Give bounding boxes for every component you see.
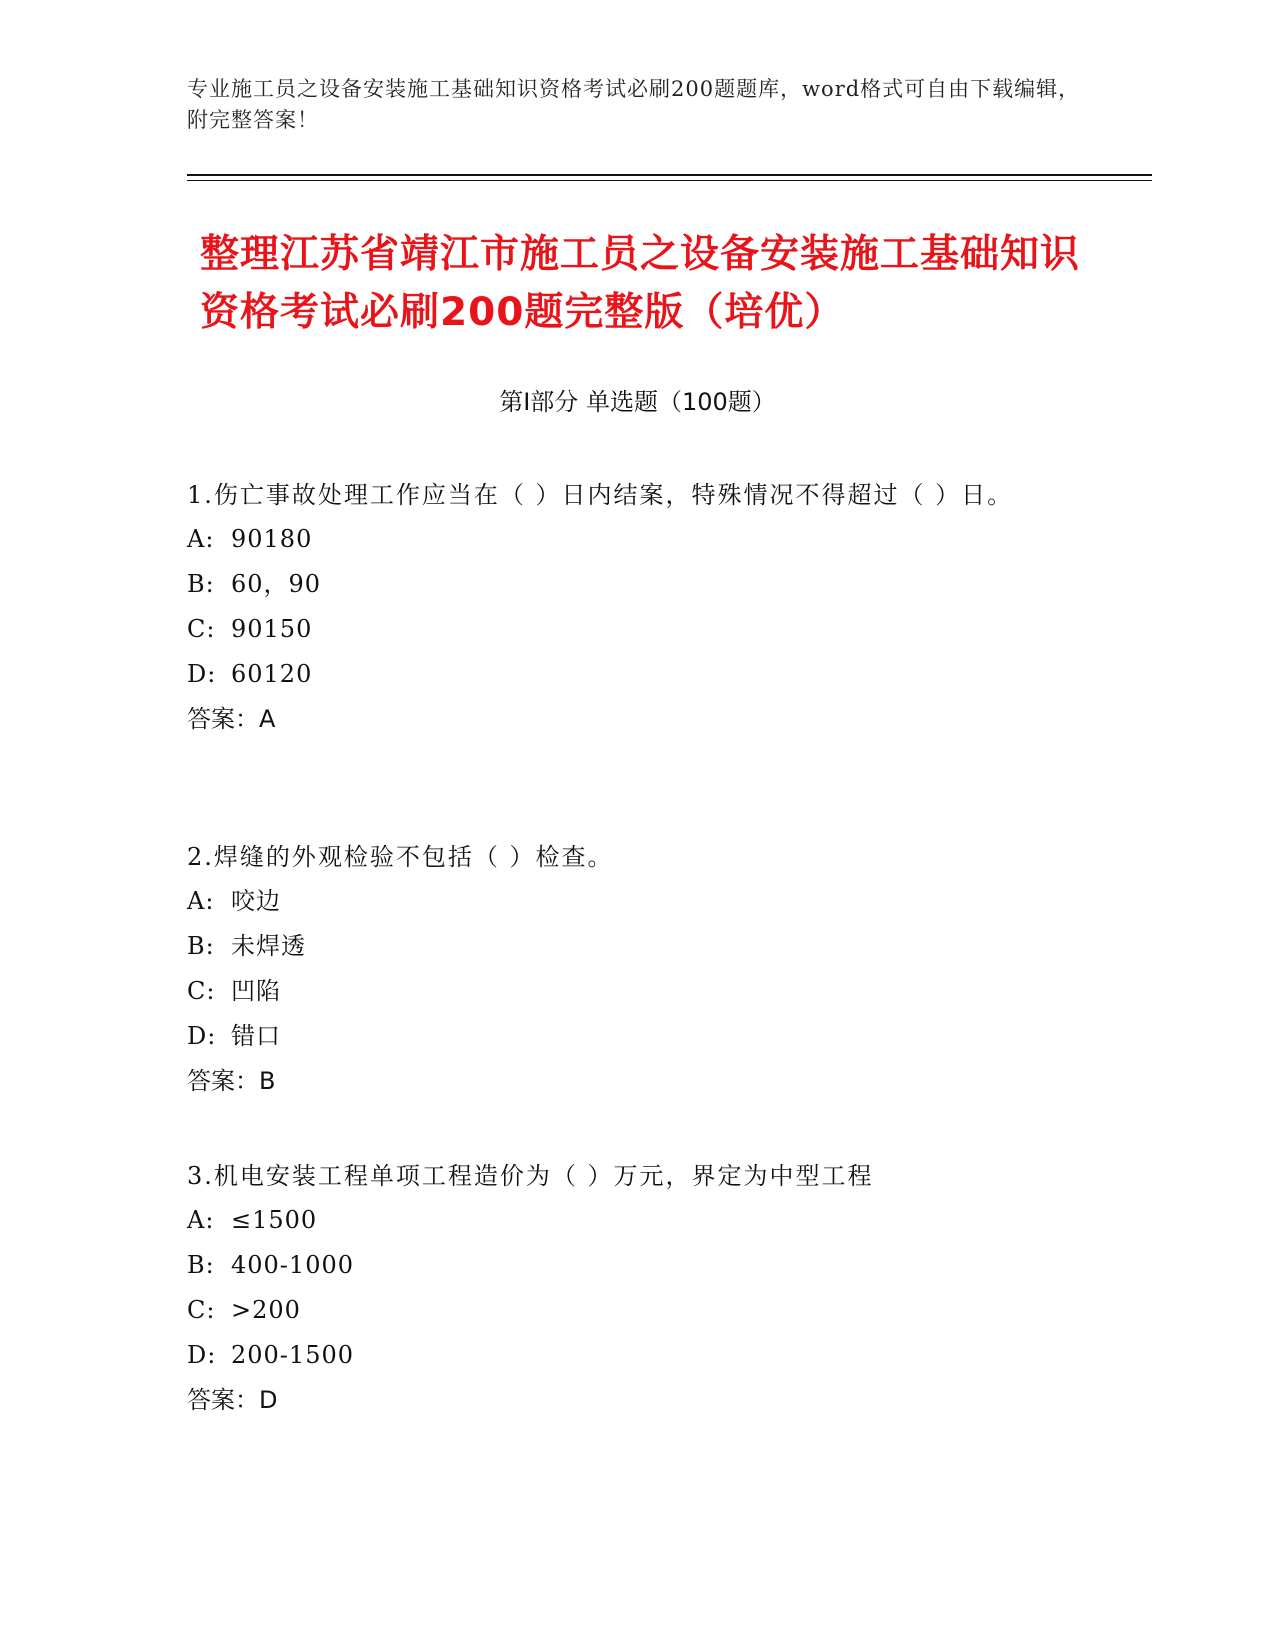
option-b (187, 924, 1067, 969)
option-letter: D: (187, 660, 217, 688)
option-text: 咬边 (231, 887, 281, 915)
option-text: 60，90 (231, 570, 322, 598)
option-b (187, 562, 1067, 607)
option-letter: C: (187, 1296, 216, 1324)
option-d (187, 1014, 1067, 1059)
question-3 (187, 1155, 1067, 1423)
option-d (187, 652, 1067, 697)
question-2 (187, 836, 1067, 1104)
option-a (187, 1198, 1067, 1243)
question-stem: 3.机电安装工程单项工程造价为（ ）万元，界定为中型工程 (187, 1162, 874, 1190)
option-letter: D: (187, 1022, 217, 1050)
option-c (187, 1288, 1067, 1333)
option-letter: A: (187, 1206, 215, 1234)
option-a (187, 517, 1067, 562)
option-letter: A: (187, 887, 215, 915)
option-letter: B: (187, 932, 215, 960)
section-title: 第I部分 单选题（100题） (499, 388, 776, 416)
question-1 (187, 474, 1067, 742)
option-letter: D: (187, 1341, 217, 1369)
answer: 答案：B (187, 1067, 276, 1095)
question-stem: 2.焊缝的外观检验不包括（ ）检查。 (187, 843, 614, 871)
option-text: >200 (231, 1296, 301, 1324)
option-text: 400-1000 (231, 1251, 354, 1279)
option-text: 未焊透 (231, 932, 306, 960)
option-text: 凹陷 (231, 977, 281, 1005)
option-c (187, 607, 1067, 652)
option-text: ≤1500 (231, 1206, 318, 1234)
option-letter: A: (187, 525, 215, 553)
question-stem: 1.伤亡事故处理工作应当在（ ）日内结案，特殊情况不得超过（ ）日。 (187, 481, 1014, 509)
option-text: 90150 (231, 615, 313, 643)
option-text: 200-1500 (231, 1341, 354, 1369)
option-text: 90180 (231, 525, 313, 553)
header-divider-thick (187, 174, 1152, 176)
option-b (187, 1243, 1067, 1288)
option-text: 错口 (231, 1022, 281, 1050)
header-divider-thin (187, 180, 1152, 181)
option-a (187, 879, 1067, 924)
option-letter: B: (187, 1251, 215, 1279)
option-c (187, 969, 1067, 1014)
option-letter: C: (187, 977, 216, 1005)
option-letter: B: (187, 570, 215, 598)
answer: 答案：D (187, 1386, 278, 1414)
option-text: 60120 (231, 660, 313, 688)
option-letter: C: (187, 615, 216, 643)
header-note: 专业施工员之设备安装施工基础知识资格考试必刷200题题库，word格式可自由下载编辑，附完整答案！ (187, 77, 1081, 132)
answer: 答案：A (187, 705, 276, 733)
document-title: 整理江苏省靖江市施工员之设备安装施工基础知识资格考试必刷200题完整版（培优） (200, 232, 1081, 335)
option-d (187, 1333, 1067, 1378)
